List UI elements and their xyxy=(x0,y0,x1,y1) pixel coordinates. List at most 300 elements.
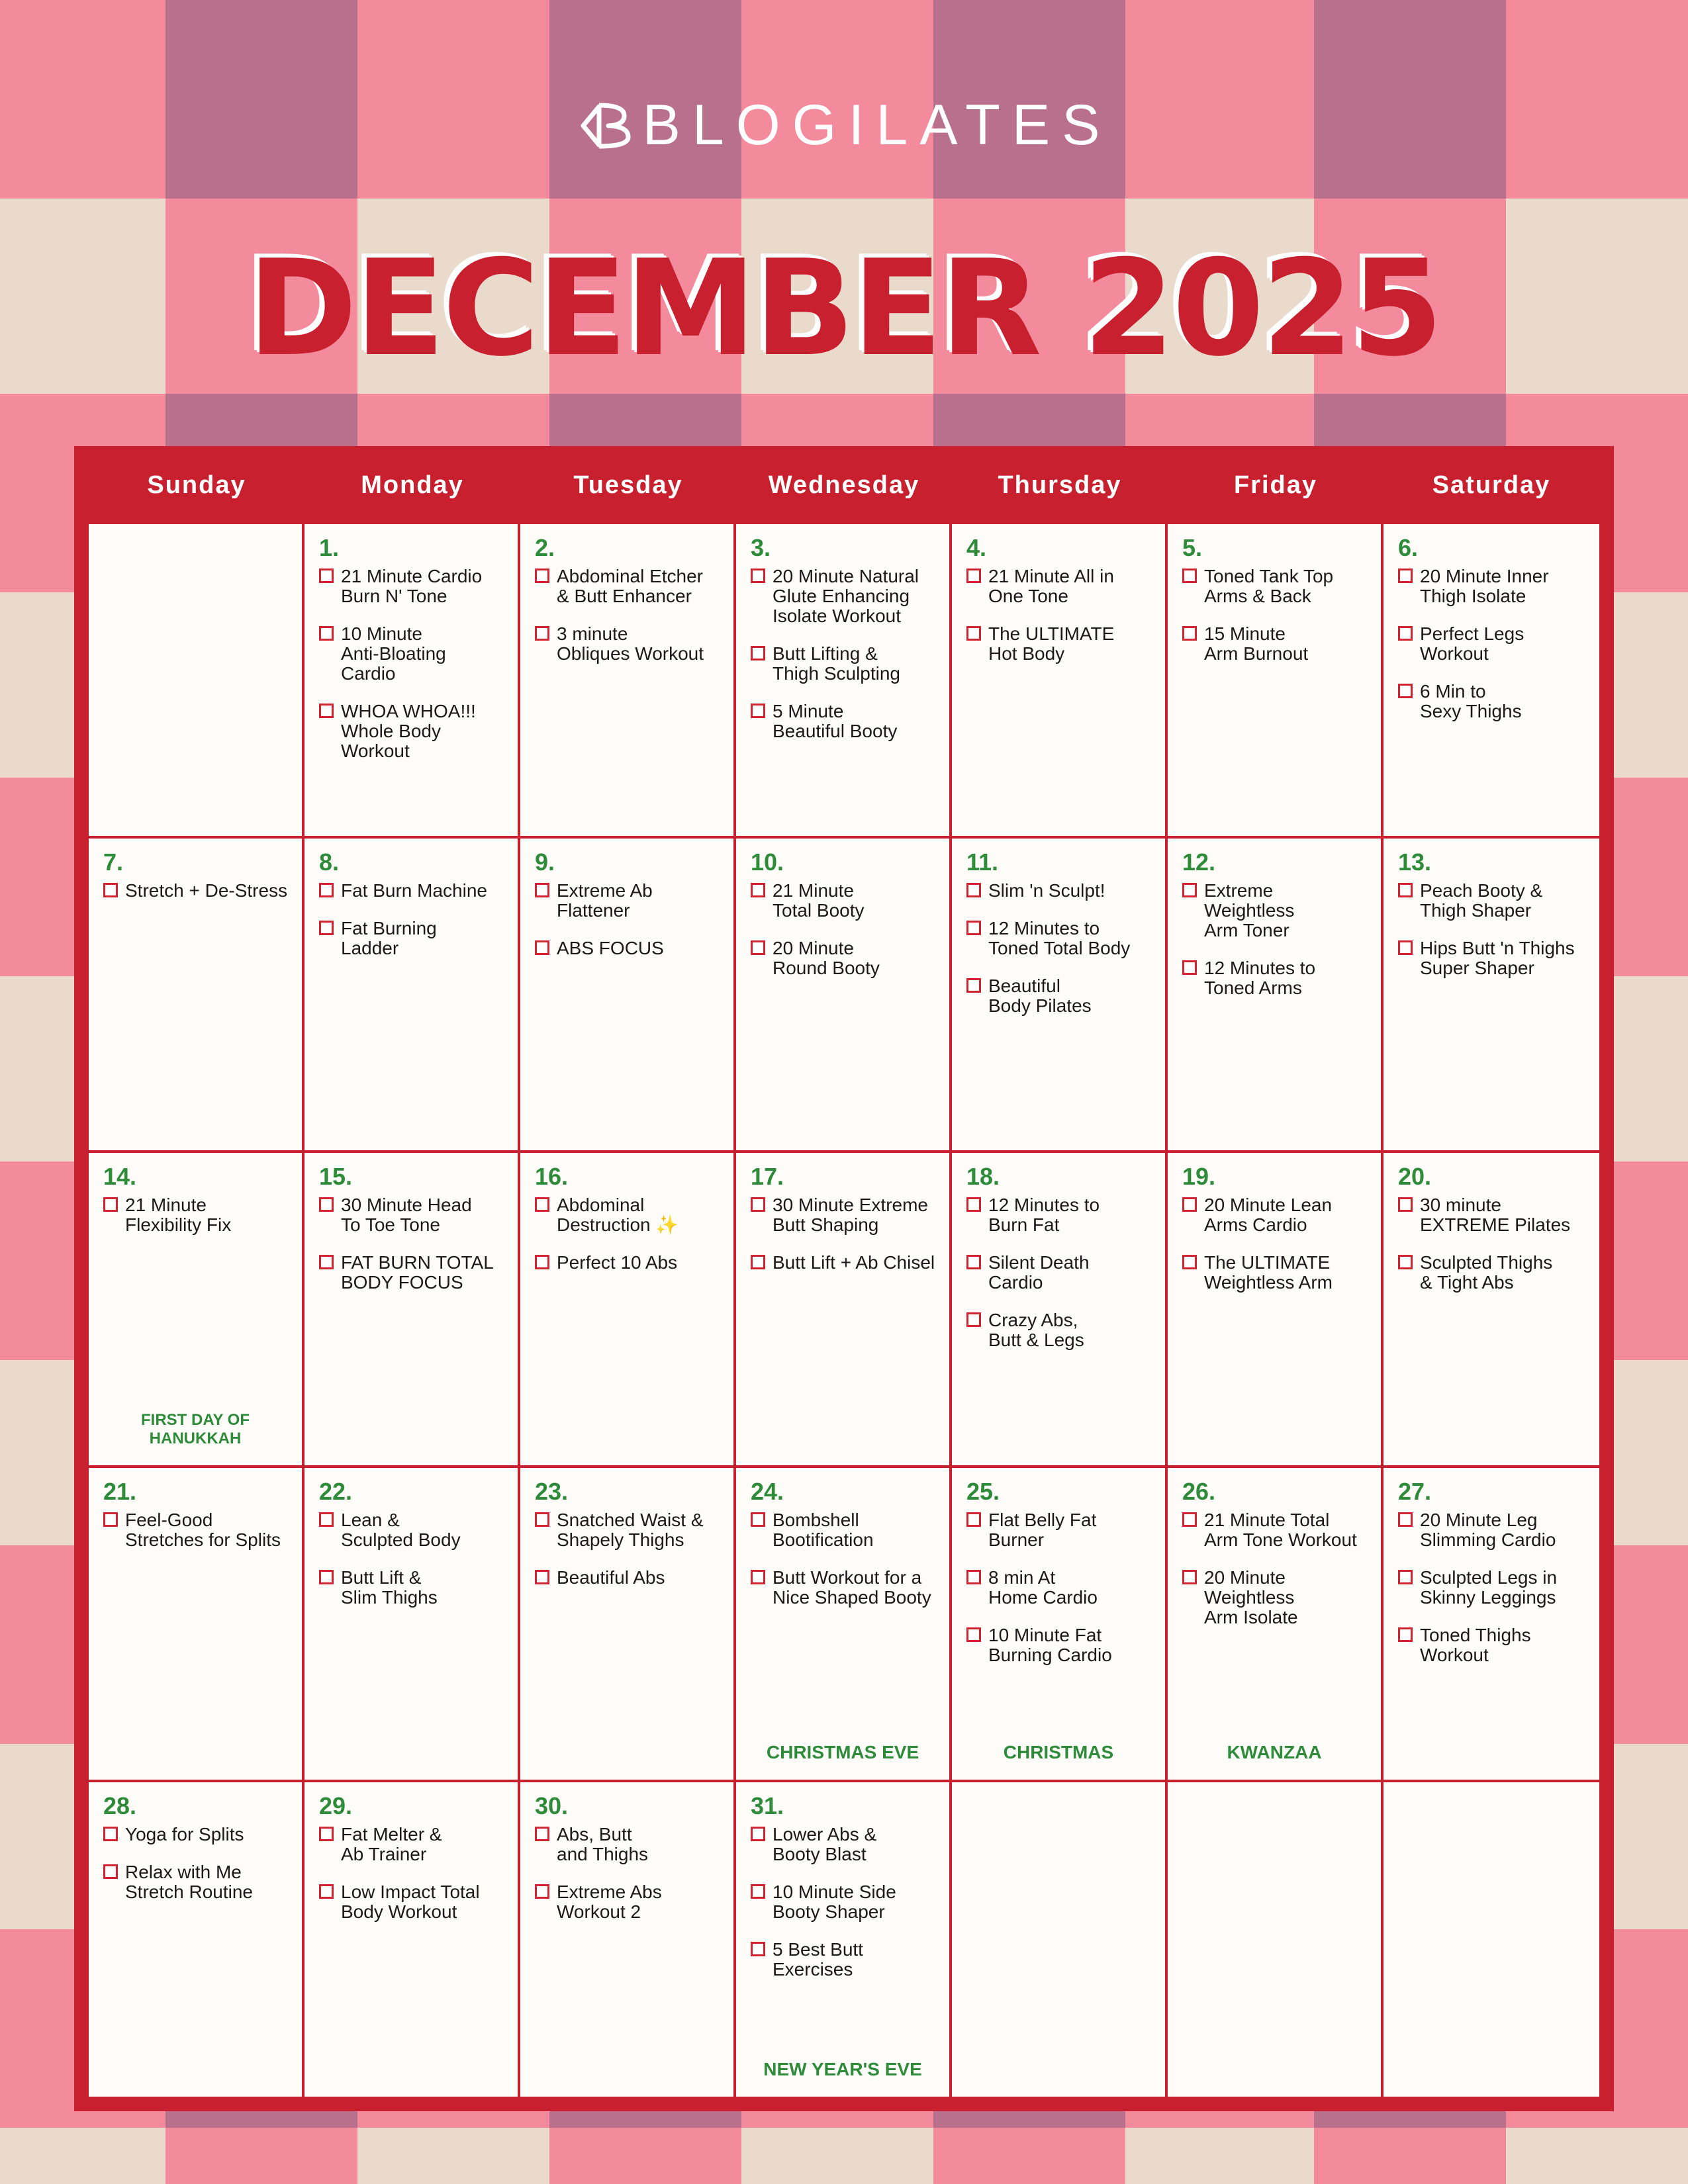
workout-label: Lean & Sculpted Body xyxy=(341,1509,461,1550)
day-cell xyxy=(736,839,952,1153)
day-number: 30. xyxy=(535,1792,569,1819)
workout-checkbox[interactable] xyxy=(535,1827,549,1841)
workout-label: Extreme Abs Workout 2 xyxy=(557,1881,662,1922)
workout-label: 21 Minute All in One Tone xyxy=(988,566,1114,606)
workout-checkbox[interactable] xyxy=(751,704,765,718)
day-number: 16. xyxy=(535,1163,569,1191)
workout-checkbox[interactable] xyxy=(751,1827,765,1841)
workout-item xyxy=(1398,1510,1590,1550)
workout-checkbox[interactable] xyxy=(751,1197,765,1212)
workout-checkbox[interactable] xyxy=(751,646,765,660)
workout-item xyxy=(535,1568,724,1588)
day-cell xyxy=(736,1468,952,1782)
workout-checkbox[interactable] xyxy=(1398,1255,1413,1269)
workout-list xyxy=(319,1195,508,1293)
day-number: 28. xyxy=(103,1792,137,1819)
workout-item xyxy=(966,881,1156,901)
day-number: 12. xyxy=(1182,848,1216,876)
workout-checkbox[interactable] xyxy=(1398,1197,1413,1212)
workout-list xyxy=(103,1510,293,1550)
weekday-header-row xyxy=(74,446,1614,524)
workout-checkbox[interactable] xyxy=(966,978,981,993)
workout-list xyxy=(1182,1510,1372,1627)
workout-label: Abs, Butt and Thighs xyxy=(557,1823,649,1864)
workout-checkbox[interactable] xyxy=(966,626,981,641)
workout-checkbox[interactable] xyxy=(1182,1570,1197,1584)
workout-checkbox[interactable] xyxy=(1182,569,1197,583)
workout-checkbox[interactable] xyxy=(1182,883,1197,897)
workout-item xyxy=(1398,881,1590,921)
workout-checkbox[interactable] xyxy=(751,569,765,583)
workout-label: Silent Death Cardio xyxy=(988,1252,1090,1293)
workout-list xyxy=(1182,881,1372,998)
workout-label: Butt Lifting & Thigh Sculpting xyxy=(773,643,901,684)
workout-checkbox[interactable] xyxy=(751,1255,765,1269)
workout-item xyxy=(535,1882,724,1922)
workout-item xyxy=(966,624,1156,664)
workout-list xyxy=(966,567,1156,664)
day-number: 31. xyxy=(751,1792,784,1819)
day-number: 25. xyxy=(966,1477,1000,1505)
workout-list xyxy=(1398,1195,1590,1293)
workout-label: Peach Booty & Thigh Shaper xyxy=(1420,880,1543,921)
workout-checkbox[interactable] xyxy=(751,883,765,897)
workout-item xyxy=(319,702,508,761)
workout-item xyxy=(751,1568,940,1608)
workout-item xyxy=(1398,1568,1590,1608)
day-number: 26. xyxy=(1182,1477,1216,1505)
workout-checkbox[interactable] xyxy=(966,1627,981,1642)
empty-day-cell xyxy=(89,524,305,839)
day-cell xyxy=(305,839,520,1153)
brand-name: BLOGILATES xyxy=(642,93,1112,157)
workout-checkbox[interactable] xyxy=(535,569,549,583)
workout-label: Toned Thighs Workout xyxy=(1420,1624,1531,1665)
holiday-label: CHRISTMAS xyxy=(1003,1741,1114,1762)
workout-item xyxy=(966,1310,1156,1350)
day-cell xyxy=(736,1153,952,1467)
workout-label: Yoga for Splits xyxy=(125,1823,244,1844)
workout-item xyxy=(751,1825,940,1864)
workout-label: Extreme Ab Flattener xyxy=(557,880,653,921)
workout-item xyxy=(1182,958,1372,998)
workout-item xyxy=(535,567,724,606)
workout-checkbox[interactable] xyxy=(966,1512,981,1527)
workout-label: Fat Burn Machine xyxy=(341,880,487,901)
day-cell xyxy=(89,839,305,1153)
workout-label: Sculpted Legs in Skinny Leggings xyxy=(1420,1567,1558,1608)
day-cell xyxy=(520,1782,736,2097)
workout-label: 10 Minute Fat Burning Cardio xyxy=(988,1624,1112,1665)
day-number: 8. xyxy=(319,848,340,876)
workout-item xyxy=(535,938,724,958)
workout-item xyxy=(966,919,1156,958)
workout-label: The ULTIMATE Weightless Arm xyxy=(1204,1252,1333,1293)
workout-checkbox[interactable] xyxy=(1398,1570,1413,1584)
workout-label: Hips Butt 'n Thighs Super Shaper xyxy=(1420,938,1575,979)
workout-item xyxy=(1182,881,1372,940)
workout-checkbox[interactable] xyxy=(966,1255,981,1269)
workout-checkbox[interactable] xyxy=(966,883,981,897)
empty-day-cell xyxy=(1168,1782,1383,2097)
workout-item xyxy=(103,1825,293,1844)
holiday-label: FIRST DAY OF HANUKKAH xyxy=(140,1410,250,1447)
workout-checkbox[interactable] xyxy=(535,883,549,897)
workout-label: Abdominal Destruction ✨ xyxy=(557,1195,679,1236)
day-number: 3. xyxy=(751,534,771,561)
workout-label: 20 Minute Inner Thigh Isolate xyxy=(1420,566,1549,606)
workout-checkbox[interactable] xyxy=(751,1512,765,1527)
workout-label: Relax with Me Stretch Routine xyxy=(125,1861,253,1902)
workout-label: 15 Minute Arm Burnout xyxy=(1204,623,1309,664)
workout-item xyxy=(103,1862,293,1902)
workout-item xyxy=(1398,1195,1590,1235)
workout-label: 10 Minute Side Booty Shaper xyxy=(773,1881,896,1922)
workout-list xyxy=(966,881,1156,1016)
day-cell xyxy=(520,1153,736,1467)
workout-label: 12 Minutes to Toned Total Body xyxy=(988,918,1131,959)
day-number: 17. xyxy=(751,1163,784,1191)
workout-item xyxy=(319,1253,508,1293)
weekday-header-tuesday: Tuesday xyxy=(573,471,683,499)
workout-checkbox[interactable] xyxy=(535,1570,549,1584)
workout-item xyxy=(1182,1568,1372,1627)
workout-item xyxy=(1398,567,1590,606)
workout-checkbox[interactable] xyxy=(319,1197,334,1212)
workout-checkbox[interactable] xyxy=(319,1255,334,1269)
workout-label: Feel-Good Stretches for Splits xyxy=(125,1509,281,1550)
day-number: 29. xyxy=(319,1792,353,1819)
workout-label: Fat Melter & Ab Trainer xyxy=(341,1823,442,1864)
workout-list xyxy=(103,1195,293,1235)
holiday-label: KWANZAA xyxy=(1227,1741,1322,1762)
workout-checkbox[interactable] xyxy=(535,1197,549,1212)
workout-label: 3 minute Obliques Workout xyxy=(557,623,704,664)
workout-item xyxy=(751,1195,940,1235)
day-cell xyxy=(1383,839,1599,1153)
workout-label: WHOA WHOA!!! Whole Body Workout xyxy=(341,701,476,761)
day-number: 24. xyxy=(751,1477,784,1505)
day-cell xyxy=(305,524,520,839)
workout-checkbox[interactable] xyxy=(319,1884,334,1899)
workout-checkbox[interactable] xyxy=(1182,960,1197,975)
workout-checkbox[interactable] xyxy=(751,1884,765,1899)
day-cell xyxy=(305,1468,520,1782)
workout-item xyxy=(966,1510,1156,1550)
workout-item xyxy=(103,1510,293,1550)
workout-label: 21 Minute Total Booty xyxy=(773,880,865,921)
day-cell xyxy=(520,524,736,839)
workout-checkbox[interactable] xyxy=(319,1570,334,1584)
day-cell xyxy=(1168,524,1383,839)
day-cell xyxy=(89,1153,305,1467)
workout-item xyxy=(966,1195,1156,1235)
workout-checkbox[interactable] xyxy=(966,569,981,583)
workout-label: 20 Minute Leg Slimming Cardio xyxy=(1420,1509,1556,1550)
workout-item xyxy=(1182,1510,1372,1550)
workout-item xyxy=(1182,1195,1372,1235)
weekday-header-sunday: Sunday xyxy=(147,471,246,499)
day-cell xyxy=(952,524,1168,839)
day-number: 23. xyxy=(535,1477,569,1505)
day-cell xyxy=(736,524,952,839)
weekday-header-wednesday: Wednesday xyxy=(768,471,920,499)
workout-checkbox[interactable] xyxy=(751,1570,765,1584)
workout-list xyxy=(103,881,293,901)
workout-item xyxy=(319,919,508,958)
workout-checkbox[interactable] xyxy=(103,1827,118,1841)
workout-checkbox[interactable] xyxy=(1398,569,1413,583)
workout-label: 20 Minute Round Booty xyxy=(773,938,880,979)
day-cell xyxy=(736,1782,952,2097)
workout-checkbox[interactable] xyxy=(319,626,334,641)
workout-item xyxy=(1398,1625,1590,1665)
day-number: 5. xyxy=(1182,534,1203,561)
empty-day-cell xyxy=(952,1782,1168,2097)
workout-label: Lower Abs & Booty Blast xyxy=(773,1823,877,1864)
workout-checkbox[interactable] xyxy=(1398,883,1413,897)
blogilates-heart-icon xyxy=(577,97,633,154)
day-cell xyxy=(1168,1153,1383,1467)
workout-label: FAT BURN TOTAL BODY FOCUS xyxy=(341,1252,494,1293)
workout-item xyxy=(1182,1253,1372,1293)
empty-day-cell xyxy=(1383,1782,1599,2097)
workout-item xyxy=(535,1253,724,1273)
workout-checkbox[interactable] xyxy=(751,940,765,955)
workout-checkbox[interactable] xyxy=(103,1864,118,1879)
workout-checkbox[interactable] xyxy=(1182,1512,1197,1527)
workout-item xyxy=(751,1510,940,1550)
workout-item xyxy=(535,1195,724,1235)
workout-checkbox[interactable] xyxy=(319,1512,334,1527)
day-number: 4. xyxy=(966,534,987,561)
day-cell xyxy=(952,1153,1168,1467)
workout-label: Bombshell Bootification xyxy=(773,1509,874,1550)
workout-label: Crazy Abs, Butt & Legs xyxy=(988,1310,1084,1351)
workout-checkbox[interactable] xyxy=(751,1942,765,1956)
workout-label: Butt Workout for a Nice Shaped Booty xyxy=(773,1567,931,1608)
workout-list xyxy=(1398,1510,1590,1665)
workout-checkbox[interactable] xyxy=(966,1197,981,1212)
workout-checkbox[interactable] xyxy=(535,1255,549,1269)
workout-list xyxy=(751,1510,940,1608)
brand-logo xyxy=(0,93,1688,158)
workout-label: 5 Minute Beautiful Booty xyxy=(773,701,898,741)
day-cell xyxy=(1383,1153,1599,1467)
workout-list xyxy=(319,881,508,958)
workout-item xyxy=(535,881,724,921)
day-cell xyxy=(520,839,736,1153)
page-title: DECEMBER 2025 xyxy=(247,232,1441,386)
workout-list xyxy=(1398,567,1590,721)
workout-label: 30 minute EXTREME Pilates xyxy=(1420,1195,1571,1236)
day-cell xyxy=(952,1468,1168,1782)
day-number: 6. xyxy=(1398,534,1419,561)
workout-checkbox[interactable] xyxy=(319,1827,334,1841)
day-cell xyxy=(1168,839,1383,1153)
day-number: 18. xyxy=(966,1163,1000,1191)
workout-checkbox[interactable] xyxy=(535,1884,549,1899)
workout-checkbox[interactable] xyxy=(319,704,334,718)
workout-label: Slim 'n Sculpt! xyxy=(988,880,1105,901)
day-number: 7. xyxy=(103,848,124,876)
workout-label: 20 Minute Lean Arms Cardio xyxy=(1204,1195,1333,1236)
day-number: 19. xyxy=(1182,1163,1216,1191)
workout-label: 12 Minutes to Burn Fat xyxy=(988,1195,1100,1236)
day-number: 20. xyxy=(1398,1163,1432,1191)
workout-list xyxy=(535,1825,724,1922)
workout-list xyxy=(1182,567,1372,664)
workout-label: Extreme Weightless Arm Toner xyxy=(1204,880,1295,941)
workout-item xyxy=(535,624,724,664)
workout-item xyxy=(751,1253,940,1273)
workout-list xyxy=(1182,1195,1372,1293)
workout-checkbox[interactable] xyxy=(1182,1197,1197,1212)
workout-label: Perfect Legs Workout xyxy=(1420,623,1524,664)
workout-label: 21 Minute Flexibility Fix xyxy=(125,1195,232,1236)
workout-label: ABS FOCUS xyxy=(557,938,664,959)
day-number: 27. xyxy=(1398,1477,1432,1505)
workout-list xyxy=(751,881,940,978)
calendar xyxy=(74,446,1614,2111)
workout-list xyxy=(535,567,724,664)
day-number: 10. xyxy=(751,848,784,876)
weekday-header-thursday: Thursday xyxy=(998,471,1122,499)
workout-item xyxy=(535,1510,724,1550)
workout-item xyxy=(966,567,1156,606)
workout-checkbox[interactable] xyxy=(1398,940,1413,955)
workout-checkbox[interactable] xyxy=(966,1570,981,1584)
workout-item xyxy=(1182,567,1372,606)
day-cell xyxy=(89,1468,305,1782)
workout-label: Flat Belly Fat Burner xyxy=(988,1509,1097,1550)
workout-checkbox[interactable] xyxy=(103,1512,118,1527)
day-cell xyxy=(1383,524,1599,839)
workout-list xyxy=(535,1195,724,1273)
workout-item xyxy=(751,938,940,978)
workout-list xyxy=(966,1510,1156,1665)
workout-item xyxy=(319,881,508,901)
workout-checkbox[interactable] xyxy=(319,921,334,935)
workout-list xyxy=(103,1825,293,1902)
workout-checkbox[interactable] xyxy=(319,883,334,897)
day-cell xyxy=(1168,1468,1383,1782)
workout-item xyxy=(751,644,940,684)
workout-item xyxy=(103,881,293,901)
workout-item xyxy=(103,1195,293,1235)
workout-list xyxy=(535,1510,724,1588)
workout-item xyxy=(319,1825,508,1864)
workout-label: Low Impact Total Body Workout xyxy=(341,1881,480,1922)
day-number: 11. xyxy=(966,848,999,876)
workout-item xyxy=(1398,624,1590,664)
workout-checkbox[interactable] xyxy=(1398,1512,1413,1527)
day-number: 2. xyxy=(535,534,555,561)
workout-label: 21 Minute Total Arm Tone Workout xyxy=(1204,1509,1357,1550)
workout-label: 20 Minute Natural Glute Enhancing Isolate Workout xyxy=(773,566,919,626)
day-number: 9. xyxy=(535,848,555,876)
workout-label: Perfect 10 Abs xyxy=(557,1252,678,1273)
workout-list xyxy=(319,1825,508,1922)
workout-list xyxy=(751,1195,940,1273)
workout-label: Beautiful Body Pilates xyxy=(988,976,1092,1017)
workout-list xyxy=(319,567,508,761)
workout-checkbox[interactable] xyxy=(103,1197,118,1212)
workout-item xyxy=(966,976,1156,1016)
holiday-label: NEW YEAR'S EVE xyxy=(763,2058,922,2079)
workout-item xyxy=(1182,624,1372,664)
day-number: 22. xyxy=(319,1477,353,1505)
workout-label: Beautiful Abs xyxy=(557,1567,665,1588)
day-cell xyxy=(89,1782,305,2097)
workout-item xyxy=(319,1510,508,1550)
workout-checkbox[interactable] xyxy=(966,1312,981,1327)
day-cell xyxy=(520,1468,736,1782)
day-cell xyxy=(305,1153,520,1467)
workout-item xyxy=(1398,938,1590,978)
workout-label: Toned Tank Top Arms & Back xyxy=(1204,566,1334,606)
workout-list xyxy=(319,1510,508,1608)
calendar-grid xyxy=(89,524,1599,2097)
workout-checkbox[interactable] xyxy=(535,626,549,641)
day-number: 14. xyxy=(103,1163,137,1191)
workout-item xyxy=(535,1825,724,1864)
workout-checkbox[interactable] xyxy=(1398,684,1413,698)
workout-label: Abdominal Etcher & Butt Enhancer xyxy=(557,566,704,606)
day-cell xyxy=(305,1782,520,2097)
workout-item xyxy=(751,702,940,741)
workout-item xyxy=(751,881,940,921)
workout-list xyxy=(1398,881,1590,978)
workout-label: 10 Minute Anti-Bloating Cardio xyxy=(341,623,446,684)
workout-checkbox[interactable] xyxy=(1398,1627,1413,1642)
day-number: 15. xyxy=(319,1163,353,1191)
workout-item xyxy=(751,1882,940,1922)
workout-label: Stretch + De-Stress xyxy=(125,880,288,901)
day-number: 1. xyxy=(319,534,340,561)
workout-checkbox[interactable] xyxy=(535,1512,549,1527)
workout-item xyxy=(966,1253,1156,1293)
workout-checkbox[interactable] xyxy=(535,940,549,955)
workout-item xyxy=(966,1625,1156,1665)
workout-item xyxy=(1398,682,1590,721)
weekday-header-friday: Friday xyxy=(1233,471,1318,499)
workout-checkbox[interactable] xyxy=(319,569,334,583)
workout-label: 12 Minutes to Toned Arms xyxy=(1204,958,1316,999)
workout-list xyxy=(751,567,940,741)
workout-label: 21 Minute Cardio Burn N' Tone xyxy=(341,566,483,606)
workout-label: 8 min At Home Cardio xyxy=(988,1567,1098,1608)
workout-checkbox[interactable] xyxy=(1182,626,1197,641)
workout-checkbox[interactable] xyxy=(1182,1255,1197,1269)
workout-checkbox[interactable] xyxy=(103,883,118,897)
weekday-header-monday: Monday xyxy=(361,471,464,499)
workout-item xyxy=(319,567,508,606)
workout-item xyxy=(319,1568,508,1608)
workout-label: 30 Minute Extreme Butt Shaping xyxy=(773,1195,928,1236)
workout-label: 30 Minute Head To Toe Tone xyxy=(341,1195,472,1236)
workout-list xyxy=(535,881,724,958)
workout-checkbox[interactable] xyxy=(1398,626,1413,641)
workout-checkbox[interactable] xyxy=(966,921,981,935)
workout-label: Butt Lift & Slim Thighs xyxy=(341,1567,438,1608)
workout-label: 6 Min to Sexy Thighs xyxy=(1420,681,1522,721)
workout-list xyxy=(751,1825,940,1979)
workout-list xyxy=(966,1195,1156,1350)
workout-item xyxy=(319,1195,508,1235)
workout-item xyxy=(319,1882,508,1922)
workout-label: The ULTIMATE Hot Body xyxy=(988,623,1115,664)
